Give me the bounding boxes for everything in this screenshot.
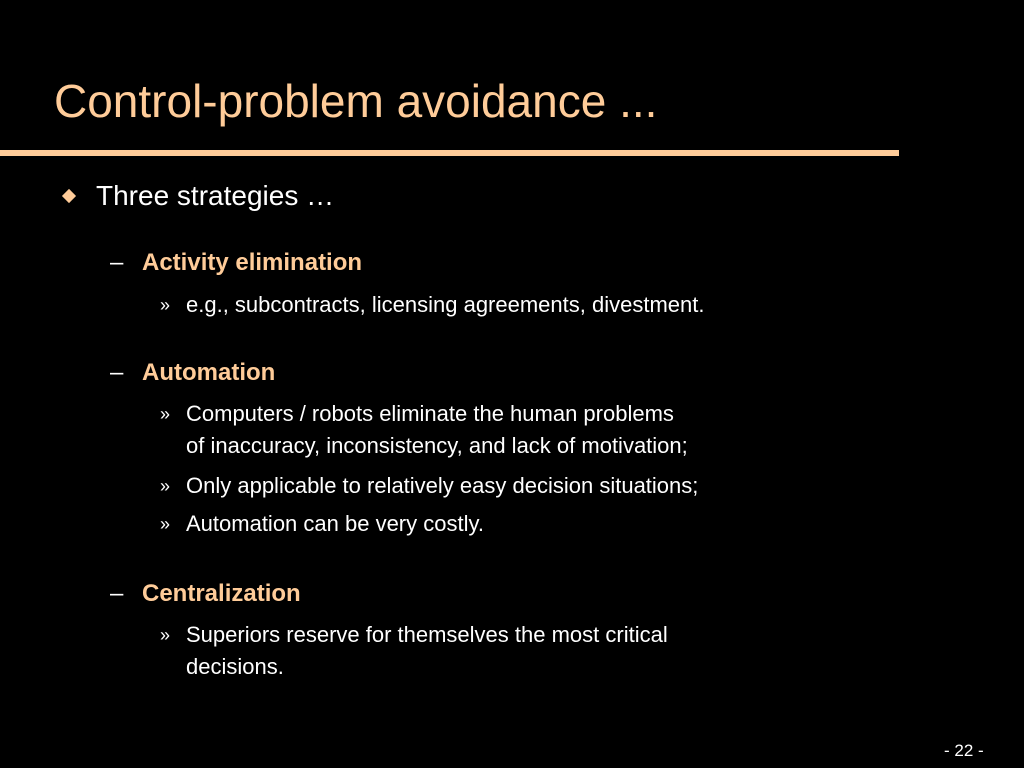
sub-bullet-text: e.g., subcontracts, licensing agreements, divestment. (186, 292, 705, 317)
raquo-marker: » (160, 295, 171, 315)
dash-marker: – (110, 580, 124, 607)
sub-bullet-text: Automation can be very costly. (186, 511, 484, 536)
strategy-heading-text: Centralization (142, 580, 301, 607)
dash-marker: – (110, 249, 124, 276)
title-underline (0, 150, 899, 156)
diamond-bullet-icon (62, 189, 76, 203)
sub-bullet-text-line-1: Computers / robots eliminate the human problems (186, 401, 674, 426)
sub-bullet-text-line-1: Superiors reserve for themselves the most critical (186, 622, 668, 647)
dash-marker: – (110, 359, 124, 386)
sub-bullet-text: Only applicable to relatively easy decision situations; (186, 473, 699, 498)
sub-bullet-text-line-2: of inaccuracy, inconsistency, and lack of motivation; (186, 433, 688, 458)
sub-bullet-text-line-2: decisions. (186, 654, 284, 679)
raquo-marker: » (160, 404, 171, 424)
page-number: - 22 - (944, 741, 984, 760)
slide-title: Control-problem avoidance ... (54, 75, 658, 127)
strategy-heading-text: Automation (142, 359, 276, 386)
bullet-level1-text: Three strategies … (96, 180, 335, 211)
raquo-marker: » (160, 514, 171, 534)
raquo-marker: » (160, 625, 171, 645)
raquo-marker: » (160, 476, 171, 496)
strategy-heading-text: Activity elimination (142, 249, 363, 276)
